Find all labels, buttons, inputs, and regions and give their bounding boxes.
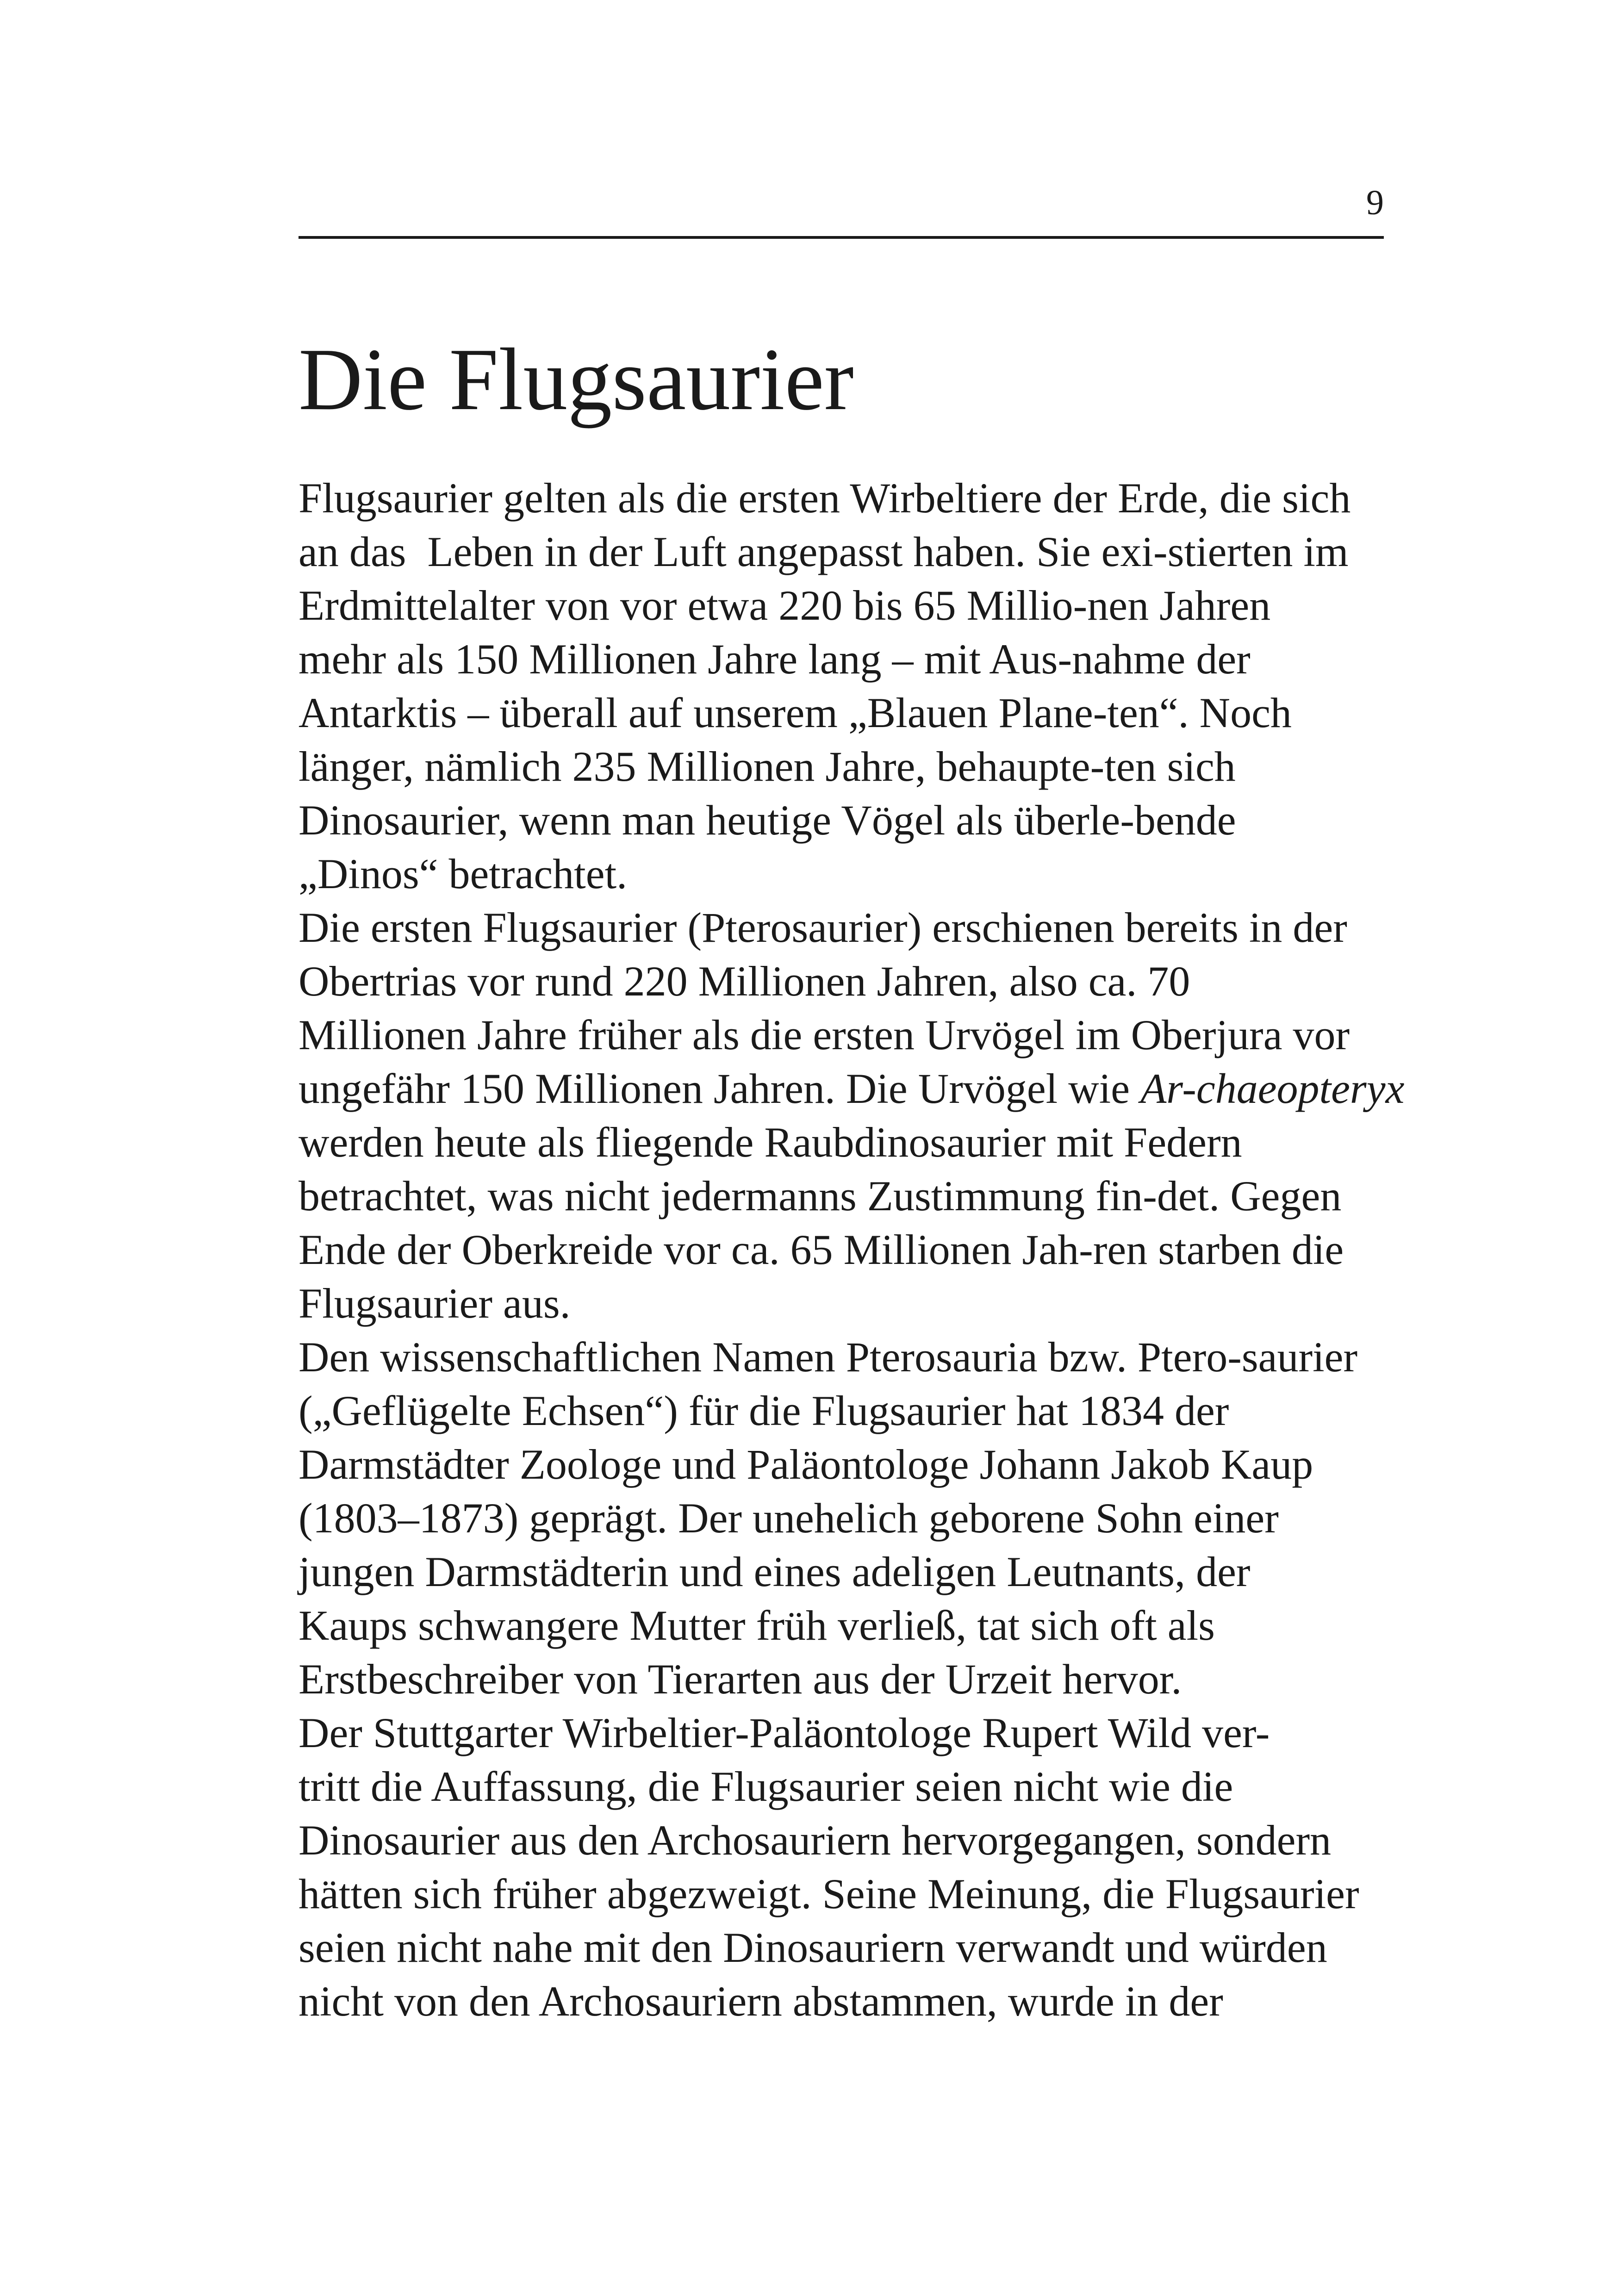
text-line: Die ersten Flugsaurier (Pterosaurier) erschienen bereits in der xyxy=(299,904,1347,951)
chapter-title: Die Flugsaurier xyxy=(299,330,854,429)
text-line: Obertrias vor rund 220 Millionen Jahren, also ca. 70 xyxy=(299,958,1190,1005)
text-line: jungen Darmstädterin und eines adeligen Leutnants, der xyxy=(299,1548,1251,1595)
text-line: („Geflügelte Echsen“) für die Flugsaurier hat 1834 der xyxy=(299,1387,1229,1434)
text-line: mehr als 150 Millionen Jahre lang – mit Aus-nahme der xyxy=(299,635,1251,683)
text-line: Flugsaurier aus. xyxy=(299,1280,571,1327)
text-line: Flugsaurier gelten als die ersten Wirbeltiere der Erde, die sich xyxy=(299,474,1351,522)
text-line: Erstbeschreiber von Tierarten aus der Urzeit hervor. xyxy=(299,1655,1182,1703)
body-text xyxy=(299,471,1437,2028)
text-line: werden heute als fliegende Raubdinosaurier mit Federn xyxy=(299,1119,1242,1166)
text-line: Der Stuttgarter Wirbeltier-Paläontologe Rupert Wild ver- xyxy=(299,1709,1270,1756)
text-line: Darmstädter Zoologe und Paläontologe Johann Jakob Kaup xyxy=(299,1441,1313,1488)
text-line: Kaups schwangere Mutter früh verließ, tat sich oft als xyxy=(299,1602,1215,1649)
text-line: an das Leben in der Luft angepasst haben. Sie exi-stierten im xyxy=(299,528,1349,575)
text-line: nicht von den Archosauriern abstammen, wurde in der xyxy=(299,1978,1223,2025)
text-line: seien nicht nahe mit den Dinosauriern verwandt und würden xyxy=(299,1924,1327,1971)
text-line: tritt die Auffassung, die Flugsaurier seien nicht wie die xyxy=(299,1763,1233,1810)
text-line: Den wissenschaftlichen Namen Pterosauria bzw. Ptero-saurier xyxy=(299,1333,1358,1381)
text-line: (1803–1873) geprägt. Der unehelich geborene Sohn einer xyxy=(299,1494,1279,1542)
text-line: Erdmittelalter von vor etwa 220 bis 65 Millio-nen Jahren xyxy=(299,582,1271,629)
text-line: länger, nämlich 235 Millionen Jahre, behaupte-ten sich xyxy=(299,743,1236,790)
text-line: Dinosaurier, wenn man heutige Vögel als überle-bende xyxy=(299,796,1236,844)
text-line: Millionen Jahre früher als die ersten Urvögel im Oberjura vor xyxy=(299,1011,1350,1058)
text-line: Antarktis – überall auf unserem „Blauen Plane-ten“. Noch xyxy=(299,689,1292,736)
text-line: ungefähr 150 Millionen Jahren. Die Urvögel wie Ar-chaeopteryx xyxy=(299,1065,1405,1112)
text-line: Ende der Oberkreide vor ca. 65 Millionen Jah-ren starben die xyxy=(299,1226,1344,1273)
header-rule xyxy=(299,236,1384,239)
text-line: betrachtet, was nicht jedermanns Zustimmung fin-det. Gegen xyxy=(299,1172,1342,1220)
text-line: hätten sich früher abgezweigt. Seine Meinung, die Flugsaurier xyxy=(299,1870,1359,1917)
text-line: Dinosaurier aus den Archosauriern hervorgegangen, sondern xyxy=(299,1817,1332,1864)
text-line: „Dinos“ betrachtet. xyxy=(299,850,628,897)
species-name-italic: Ar-chaeopteryx xyxy=(1140,1065,1405,1112)
page-number: 9 xyxy=(1366,183,1384,222)
